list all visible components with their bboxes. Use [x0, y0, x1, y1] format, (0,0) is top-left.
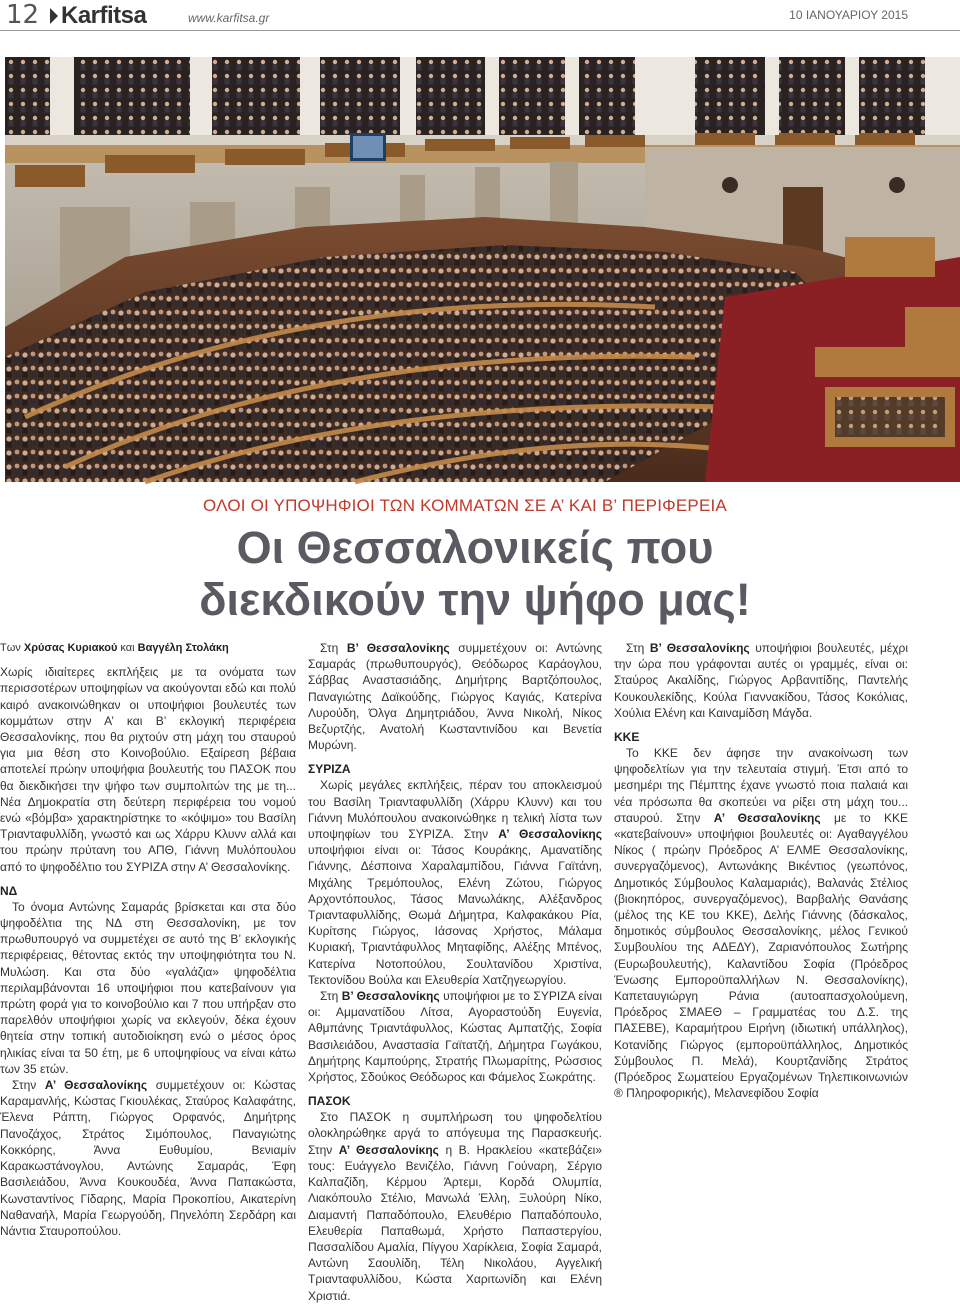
intro-paragraph: Χωρίς ιδιαίτερες εκπλήξεις με τα ονόματα των περισσοτέρων υποψηφίων να ακούγονται εδώ και πολύ καιρό ανακοινώθηκαν οι υποψήφιοι βουλευτές των κομμάτων στην Α’ και Β’ εκλογική περιφέρεια Θεσσαλονίκης, που θα ριχτούν στη μάχη του σταυρού για μια θέση στο Κοινοβούλιο. Εξαίρεση βέβαια αποτελεί πρώην υποψήφια βουλευτής του ΠΑΣΟΚ που θα διεκδικήσει την ψήφο των συμπολιτών της με τη... Νέα Δημοκρατία στη δεύτερη περιφέρεια του νομού ενώ «βόμβα» χαρακτηρίστηκε το «κόψιμο» του Βασίλη Τριανταφυλλίδη, γνωστό και ως Χάρρυ Κλυνν αλλά και του πρώην πρύτανη του ΑΠΘ, Γιάννη Μυλόπουλου από το ψηφοδέλτιο του ΣΥΡΙΖΑ στην Α’ Θεσσαλονίκης.: [0, 665, 296, 874]
nd-a-paragraph: Στην Α’ Θεσσαλονίκης συμμετέχουν οι: Κώστας Καραμανλής, Κώστας Γκιουλέκας, Σταύρος Καλαφάτης, Έλενα Ράπτη, Γιώργος Ορφανός, Δημήτρης Πανοζάχος, Στράτος Σιμόπουλος, Παναγιώτης Κοκκόρης, Άννα Ευθυμίου, Βενιαμίν Καρακωστάνογλου, Αντώνης Σαμαράς, Έφη Βασιλειάδου, Άννα Κουκουδέα, Άννα Παπακώστα, Κωνσταντίνος Γίδαρης, Μαρία Προκοπίου, Αικατερίνη Ναθαναήλ, Μαρία Γεωργούδη, Πηνελόπη Σερδάρη και Νάντια Σταυροπούλου.: [0, 1078, 296, 1238]
byline-and: και: [120, 642, 135, 654]
article-column-1: [0, 640, 296, 1239]
section-heading-pasok: ΠΑΣΟΚ: [308, 1094, 351, 1109]
parliament-photo: [5, 57, 960, 482]
page-number: 12: [6, 0, 40, 30]
region-label: Α’ Θεσσαλονίκης: [338, 1142, 439, 1157]
publication-name: Karfitsa: [61, 2, 147, 29]
parliament-chamber-image: [5, 57, 960, 482]
article-kicker: ΟΛΟΙ ΟΙ ΥΠΟΨΗΦΙΟΙ ΤΩΝ ΚΟΜΜΑΤΩΝ ΣΕ Α’ ΚΑΙ Β’ ΠΕΡΙΦΕΡΕΙΑ: [203, 496, 727, 515]
region-label: Α’ Θεσσαλονίκης: [44, 1078, 148, 1093]
region-label: Β’ Θεσσαλονίκης: [341, 989, 440, 1004]
author-name: Χρύσας Κυριακού: [23, 642, 118, 654]
region-label: Β’ Θεσσαλονίκης: [649, 641, 750, 655]
byline-prefix: Των: [0, 642, 21, 654]
region-label: Β’ Θεσσαλονίκης: [346, 641, 450, 655]
article-column-3: [614, 640, 908, 1101]
section-heading-kke: ΚΚΕ: [614, 730, 640, 745]
kke-a-paragraph: Το ΚΚΕ δεν άφησε την ανακοίνωση των ψηφοδελτίων για την τελευταία στιγμή. Έτσι από το μεσημέρι της Πέμπτης έχανε γνωστό ποια παλαιά και νέα πρόσωπα θα σκοπεύει να ρίξει στη μάχη του... σταυρού. Στην Α’ Θεσσαλονίκης με το ΚΚΕ «κατεβαίνουν» υποψήφιοι βουλευτές οι: Αγαθαγγέλου Νίκος ( πρώην Πρόεδρος Α’ ΕΛΜΕ Θεσσαλονίκης, συνεργαζόμενος), Αντωνάκης Βικέντιος (γεωπόνος, Δημοτικός Σύμβουλος Καλαμαριάς), Βαλανάς Στέλιος (βιοκηπόρος, συνεργαζόμενος), Βαρβαλής Θανάσης (μέλος της ΚΕ του ΚΚΕ), Δελής Γιάννης (δάσκαλος, δημοτικός σύμβουλος Θεσσαλονίκης, μέλος Γενικού Συμβουλίου της ΑΔΕΔΥ), Ζαριανόπουλος Σωτήρης (Ευρωβουλευτής), Καλαντίδου Σοφία (Πρόεδρος Ένωσης Εμποροϋπαλλήλων Ν. Θεσσαλονίκης), Καπεταυγιώργη Ράνια (αυτοαπασχολούμενη, Πρόεδρος ΣΜΑΕΘ – Γραμματέας του Δ.Σ. της ΠΑΣΕΒΕ), Καραμήτρου Ειρήνη (ιδιωτική υπάλληλος), Κοτανίδης Γιώργος (εμποροϋπάλληλος, Δημοτικός Σύμβουλος Π. Μελά), Κουρτζανίδης Στράτος (Πρόεδρος Σωματείου Εργαζομένων Τηλεπικοινωνιών ® Πληροφορικής), Μελανεφίδου Σοφία: [614, 746, 909, 1101]
syriza-a-paragraph: Χωρίς μεγάλες εκπλήξεις, πέραν του αποκλεισμού του Βασίλη Τριανταφυλλίδη (Χάρρυ Κλυνν) και του Γιάννη Μυλόπουλου ανακοινώθηκε η τελική λίστα των υποψηφίων του ΣΥΡΙΖΑ. Στην Α’ Θεσσαλονίκης υποψήφιοι είναι οι: Τάσος Κουράκης, Αμανατίδης Γιάννης, Δέσποινα Χαραλαμπίδου, Γιάννα Γαϊτάνη, Μιχάλης Τρεμόπουλος, Ελένη Ζώτου, Γιώργος Αρχοντόπουλος, Τάσος Μανωλάκης, Αλέξανδρος Τριανταφυλλίδης, Θωμά Δήμητρα, Καλφακάκου Ρία, Κυρίτσης Γιώργος, Ιάσονας Χρήστος, Μάλαμα Κυριακή, Τριαντάφυλλος Μηταφίδης, Αλέξης Μπένος, Κατερίνα Νοτοπούλου, Σουλτανίδου Χριστίνα, Τεκτονίδου Βούλα και Ελευθερία Χατζηγεωργίου.: [308, 778, 602, 987]
logo-arrow-icon: [50, 8, 58, 24]
article-column-2: [308, 640, 602, 1304]
region-label: Α’ Θεσσαλονίκης: [713, 810, 821, 825]
section-heading-nd: ΝΔ: [0, 883, 18, 898]
byline: [0, 640, 296, 656]
header-rule: [0, 30, 960, 31]
author-name: Βαγγέλη Στολάκη: [137, 642, 229, 654]
section-heading-syriza: ΣΥΡΙΖΑ: [308, 762, 351, 777]
site-url: www.karfitsa.gr: [188, 11, 270, 25]
article-headline: Οι Θεσσαλονικείς που διεκδικούν την ψήφο μας!: [199, 522, 751, 625]
nd-b-paragraph: Στη Β’ Θεσσαλονίκης συμμετέχουν οι: Αντώνης Σαμαράς (πρωθυπουργός), Θεόδωρος Καράογλου, Σάββας Αναστασιάδης, Δημήτρης Βαρτζόπουλος, Παναγιώτης Δαϊκούδης, Γιώργος Καγιάς, Κατερίνα Λυρούδη, Όλγα Δημητριάδου, Άννα Νικολή, Νίκος Βεζυρτζής, Ανατολή Κωσταντινίδου και Βενετία Μυρώνη.: [308, 641, 603, 753]
pasok-a-paragraph: Στο ΠΑΣΟΚ η συμπλήρωση του ψηφοδελτίου ολοκληρώθηκε αργά το απόγευμα της Παρασκευής. Στην Α’ Θεσσαλονίκης η Β. Ηρακλείου «κατεβάζει» τους: Ευάγγελο Βενιζέλο, Γιάννη Γούναρη, Σέργιο Καλπαζίδη, Κέρμου Άρτεμι, Κορδά Ολυμπία, Λιακόπουλο Στέλιο, Μανωλά Έλλη, Ξυλούρη Νίκο, Διαμαντή Παπαδόπουλο, Ελευθέριο Παπαδόπουλο, Ελευθερία Παπαθωμά, Χρήστο Παπαστεργίου, Πασσαλίδου Αμαλία, Πίγγου Χαρίκλεια, Σοφία Σαμαρά, Αντώνη Σαουλίδη, Τέλη Νικολάου, Αγγελική Τριανταφυλλίδου, Κώστα Χαριτωνίδη και Ελένη Χριστιά.: [308, 1110, 603, 1303]
region-label: Α’ Θεσσαλονίκης: [498, 827, 602, 842]
issue-date: 10 ΙΑΝΟΥΑΡΙΟΥ 2015: [789, 8, 908, 22]
page-header: [0, 0, 960, 30]
syriza-b-paragraph: Στη Β’ Θεσσαλονίκης υποψήφιοι με το ΣΥΡΙΖΑ είναι οι: Αμμανατίδου Λίτσα, Αγοραστούδη Ευγενία, Αθμπάνης Τριαντάφυλλος, Κώστας Αμπατζής, Σοφία Βασιλειάδου, Αναστασία Γαϊτατζή, Δήμητρα Γωγάκου, Δημήτρης Καμπούρης, Στρατής Πλωμαρίτης, Ρώσσιος Χρήστος, Σδούκος Θεόδωρος και Φάμελος Σωκράτης.: [308, 989, 602, 1085]
publication-logo: [50, 2, 146, 30]
pasok-b-paragraph: Στη Β’ Θεσσαλονίκης υποψήφιοι βουλευτές, μέχρι την ώρα που γράφονται αυτές οι γραμμές, είναι οι: Σταύρος Ακαλίδης, Γιώργος Αρβανιτίδης, Παντελής Κουκουλεκίδης, Κούλα Γιαννακίδου, Τάσος Κοκόλιας, Χούλια Ελένη και Καιναμίδση Μάγδα.: [614, 641, 909, 720]
nd-paragraph: Το όνομα Αντώνης Σαμαράς βρίσκεται και στα δύο ψηφοδέλτια της ΝΔ στη Θεσσαλονίκη, με τον πρωθυπουργό να συμμετέχει σε αυτό της Β’ εκλογικής περιφέρειας, θέτοντας εκτός την υποψηφιότητα του Ν. Μυλώση. Και στα δύο «γαλάζια» ψηφοδέλτια περιλαμβάνονται 16 υποψήφιοι που κατεβαίνουν για πρώτη φορά για το κοινοβούλιο και 7 που υπήρξαν στο παρελθόν υποψήφιοι χωρίς να εκλεγούν, δέκα έχουν θητεία στην τοπική αυτοδιοίκηση ενώ ο μέσος όρος ηλικίας είναι τα 50 έτη, με 6 υποψηφίους να είναι κάτω των 35 ετών.: [0, 899, 296, 1076]
